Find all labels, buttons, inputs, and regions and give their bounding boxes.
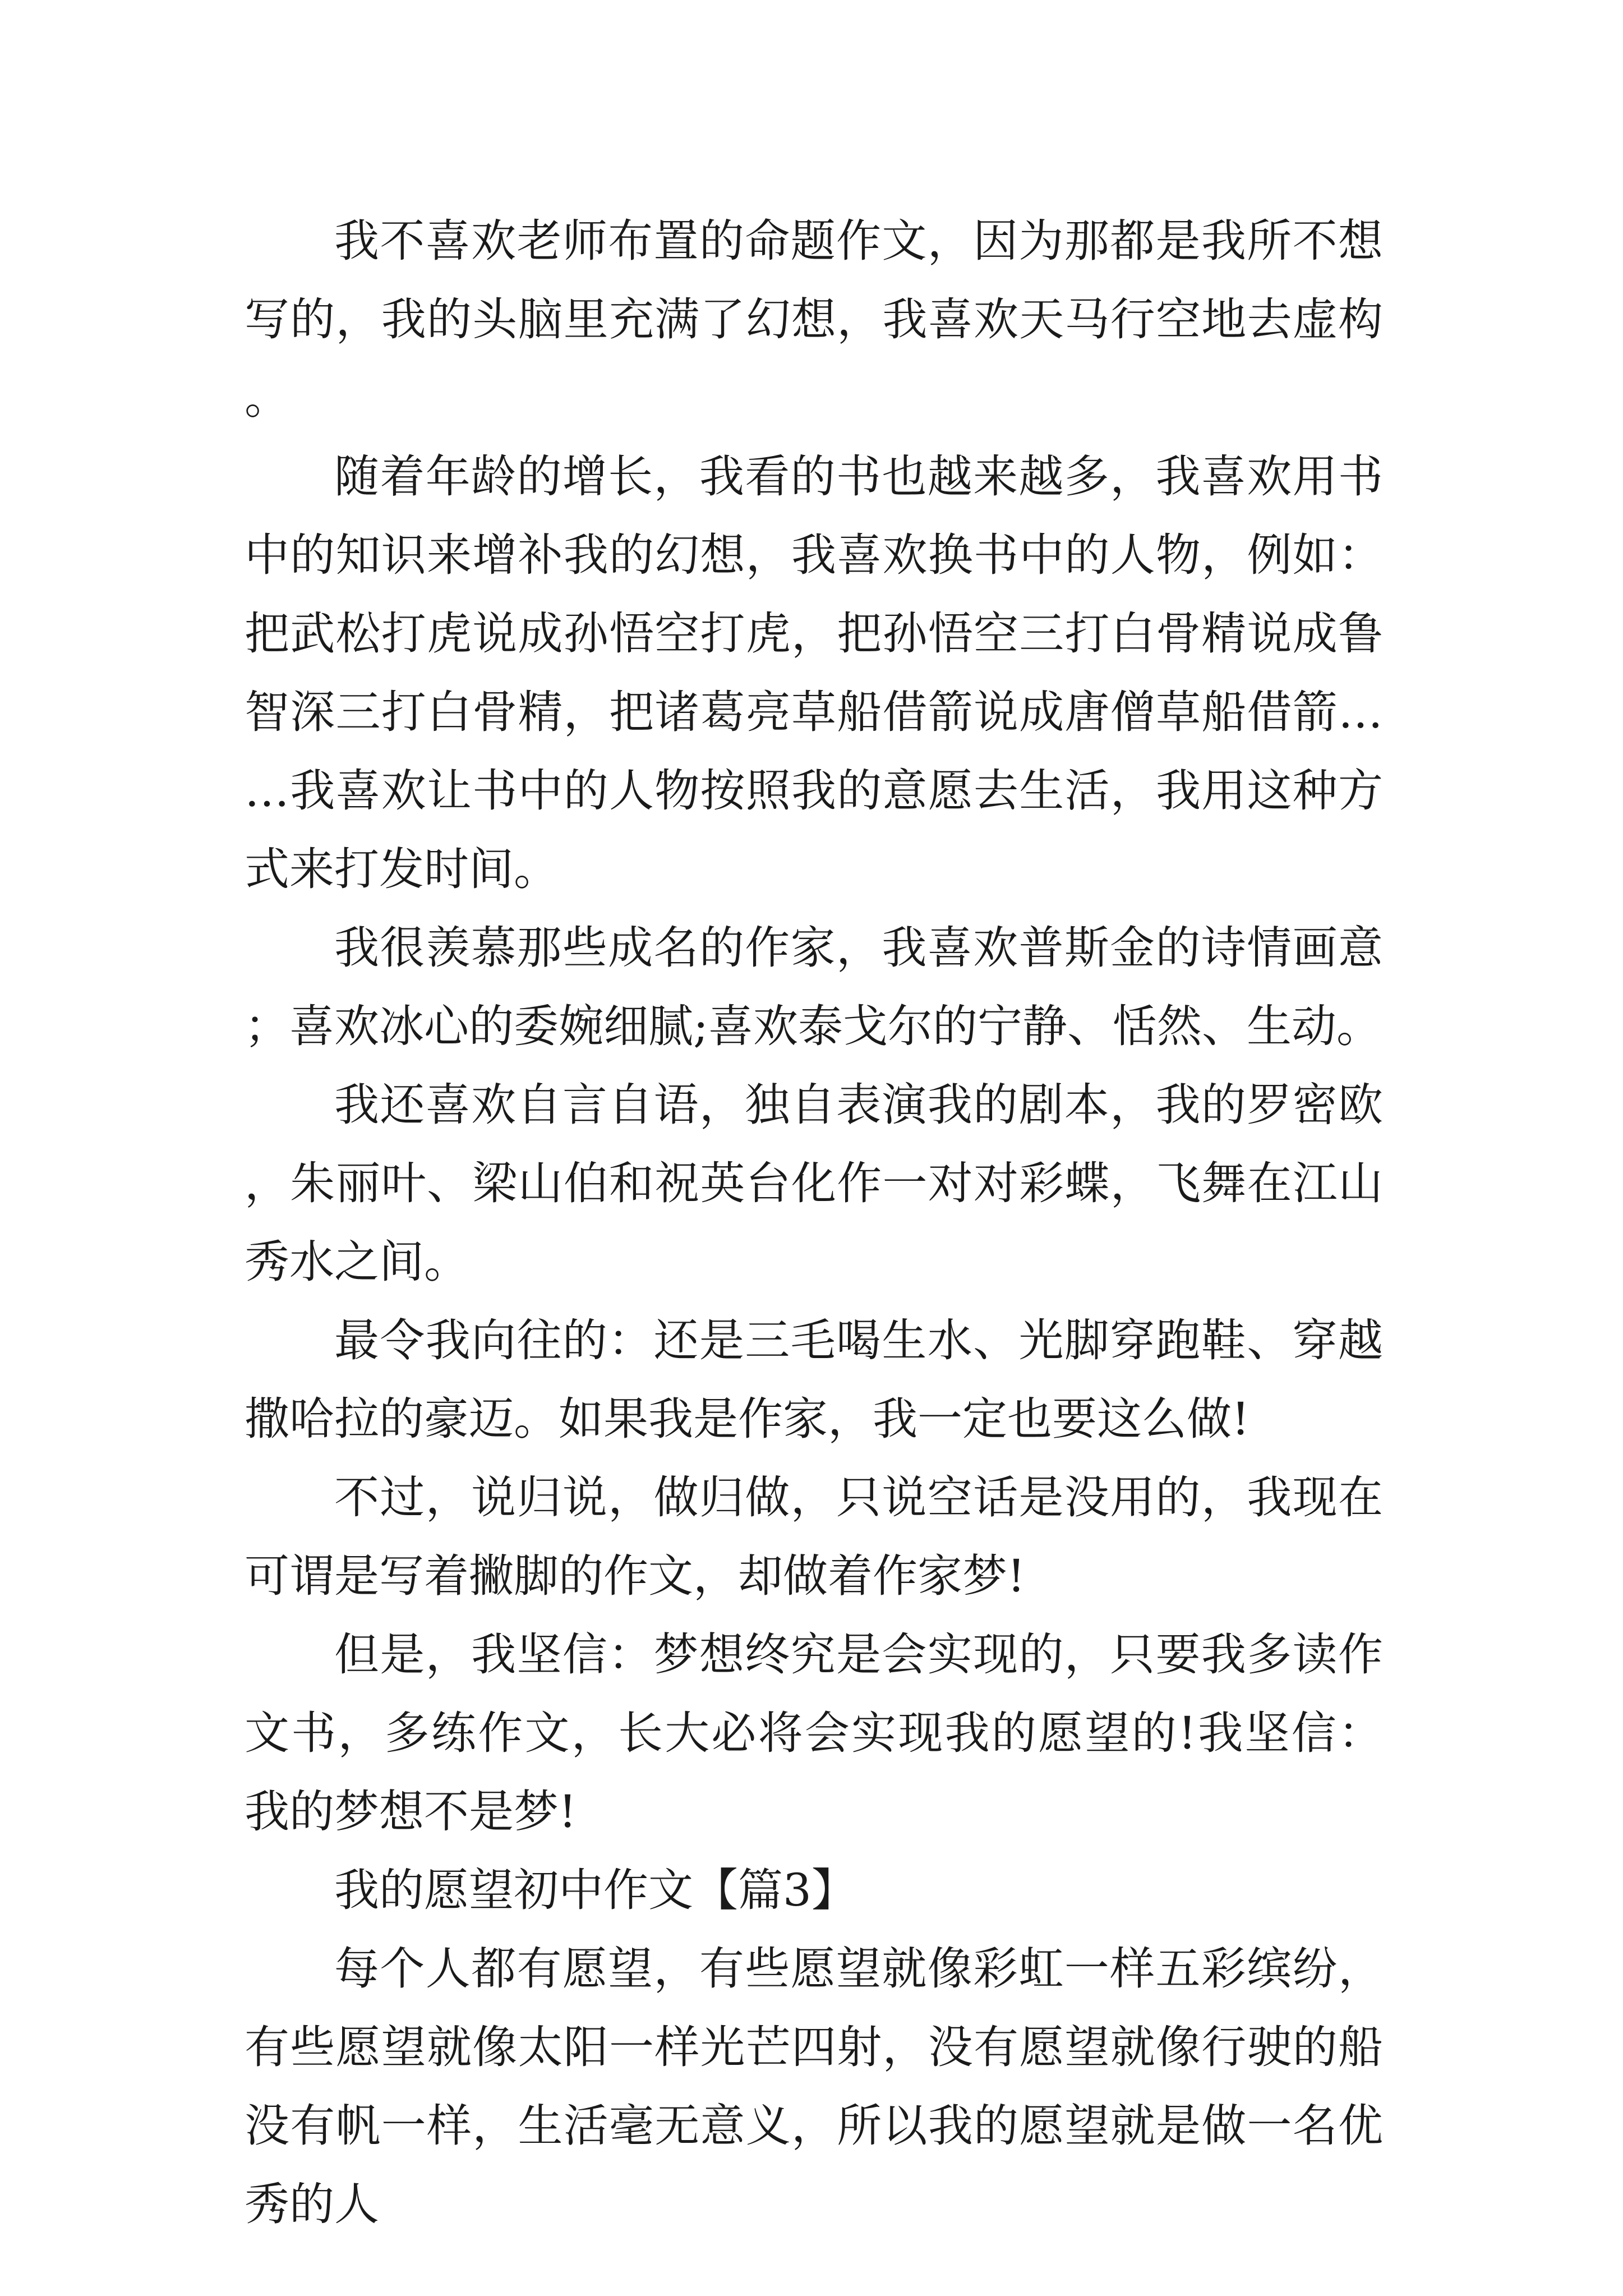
paragraph-7: 但是，我坚信：梦想终究是会实现的，只要我多读作文书，多练作文，长大必将会实现我的愿望的!我坚信：我的梦想不是梦! — [245, 1628, 1383, 1838]
paragraph-3: 我很羡慕那些成名的作家，我喜欢普斯金的诗情画意；喜欢冰心的委婉细腻;喜欢泰戈尔的宁静、恬然、生动。 — [245, 922, 1383, 1052]
document-body — [245, 202, 1383, 2244]
paragraph-5: 最令我向往的：还是三毛喝生水、光脚穿跑鞋、穿越撒哈拉的豪迈。如果我是作家，我一定也要这么做! — [245, 1314, 1383, 1445]
paragraph-2: 随着年龄的增长，我看的书也越来越多，我喜欢用书中的知识来增补我的幻想，我喜欢换书中的人物，例如：把武松打虎说成孙悟空打虎，把孙悟空三打白骨精说成鲁智深三打白骨精，把诸葛亮草船借箭说成唐僧草船借箭……我喜欢让书中的人物按照我的意愿去生活，我用这种方式来打发时间。 — [245, 450, 1383, 895]
paragraph-4: 我还喜欢自言自语，独自表演我的剧本，我的罗密欧，朱丽叶、梁山伯和祝英台化作一对对彩蝶，飞舞在江山秀水之间。 — [245, 1079, 1383, 1288]
section-heading: 我的愿望初中作文【篇3】 — [334, 1864, 856, 1916]
paragraph-1: 我不喜欢老师布置的命题作文，因为那都是我所不想写的，我的头脑里充满了幻想，我喜欢天马行空地去虚构。 — [245, 215, 1383, 424]
paragraph-6: 不过，说归说，做归做，只说空话是没用的，我现在可谓是写着撇脚的作文，却做着作家梦! — [245, 1471, 1383, 1602]
paragraph-8: 每个人都有愿望，有些愿望就像彩虹一样五彩缤纷，有些愿望就像太阳一样光芒四射，没有愿望就像行驶的船没有帆一样，生活毫无意义，所以我的愿望就是做一名优秀的人 — [245, 1943, 1383, 2230]
